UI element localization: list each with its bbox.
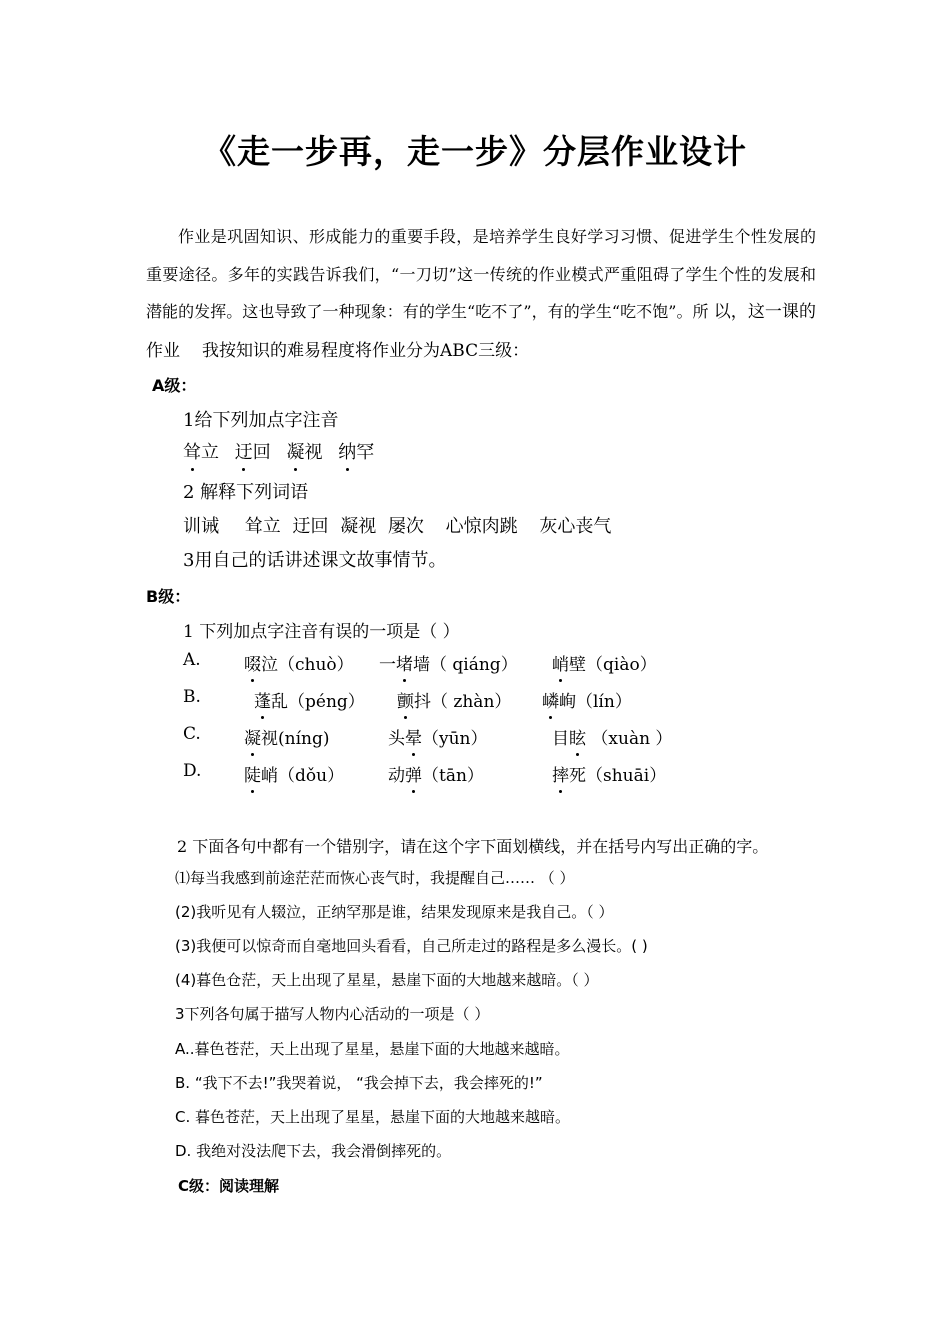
intro-text: 作业是巩固知识、形成能力的重要手段，是培养学生良好学习习惯、促进学生个性发展的重要途径。多年的实践告诉我们，“一刀切”这一传统的作业模式严重阻碍了学生个性的发展和潜能的发挥。这也导致了一种现象：有的学生“吃不了”，有的学生“吃不饱”。所: [146, 227, 816, 321]
item-pre: 一: [379, 655, 396, 675]
level-b-q3-option: A..暮色苍茫，天上出现了星星，悬崖下面的大地越来越暗。: [175, 1040, 570, 1058]
item-post: 峭（dǒu）: [261, 766, 345, 786]
level-a-q3: 3用自己的话讲述课文故事情节。: [183, 550, 447, 571]
level-b-q2-item: (3)我便可以惊奇而自毫地回头看看，自己所走过的路程是多么漫长。( ): [175, 937, 648, 955]
dotted-char: 纳: [338, 438, 356, 464]
level-b-q1: 1 下列加点字注音有误的一项是（ ）: [183, 622, 460, 642]
item-post: （yūn）: [422, 729, 488, 749]
item-post: 墙（ qiáng）: [413, 655, 518, 675]
dotted-char: 蓬: [254, 687, 271, 712]
level-c-heading: C级：阅读理解: [178, 1177, 280, 1195]
dotted-char: 耸: [183, 438, 201, 464]
option-item: [244, 724, 329, 749]
option-item: [552, 761, 666, 786]
word-item: 凝视: [340, 516, 377, 537]
dotted-char: 摔: [552, 761, 569, 786]
dotted-char: 迂: [235, 438, 253, 464]
item-pre: 头: [388, 729, 405, 749]
dotted-char: 晕: [405, 724, 422, 749]
word-rest: 立: [201, 442, 219, 463]
word-item: [286, 442, 322, 463]
level-b-q2: 2 下面各句中都有一个错别字，请在这个字下面划横线，并在括号内写出正确的字。: [177, 837, 769, 856]
item-post: 视(níng): [261, 729, 330, 749]
item-post: （xuàn ）: [586, 729, 673, 749]
dotted-char: 弹: [405, 761, 422, 786]
level-a-heading: A级：: [152, 376, 197, 395]
word-item: 屡次: [387, 516, 424, 537]
level-a-q2-words: [183, 512, 611, 538]
word-item: 训诫: [183, 516, 219, 537]
item-post: 抖（ zhàn）: [414, 692, 512, 712]
item-pre: 动: [388, 766, 405, 786]
word-item: [183, 442, 219, 463]
dotted-char: 堵: [396, 650, 413, 675]
item-pre: 目: [552, 729, 569, 749]
option-item: [542, 687, 632, 712]
level-b-heading: B级：: [146, 587, 191, 606]
intro-last-line-b: 我按知识的难易程度将作业分为ABC三级：: [202, 340, 530, 361]
option-item: [244, 650, 354, 675]
option-item: [552, 724, 672, 749]
dotted-char: 嶙: [542, 687, 559, 712]
word-rest: 回: [252, 442, 271, 463]
dotted-char: 凝: [244, 724, 261, 749]
dotted-char: 凝: [286, 438, 304, 464]
level-b-q3-option: C. 暮色苍茫，天上出现了星星，悬崖下面的大地越来越暗。: [175, 1108, 571, 1126]
item-post: 峋（lín）: [559, 692, 632, 712]
word-item: 耸立: [244, 516, 281, 537]
option-item: [254, 687, 365, 712]
dotted-char: 啜: [244, 650, 261, 675]
option-label: D.: [183, 761, 202, 781]
word-item: 迂回: [292, 516, 329, 537]
intro-paragraph: [146, 218, 816, 370]
word-rest: 罕: [356, 442, 375, 463]
word-item: 灰心丧气: [539, 516, 612, 537]
word-rest: 视: [304, 442, 323, 463]
option-item: [388, 761, 484, 786]
item-post: 壁（qiào）: [569, 655, 657, 675]
option-label: B.: [183, 687, 201, 707]
level-b-q2-item: (4)暮色仓茫，天上出现了星星，悬崖下面的大地越来越暗。（ ）: [175, 971, 599, 989]
option-label: A.: [183, 650, 201, 670]
level-a-q1: 1给下列加点字注音: [183, 410, 339, 431]
item-post: 乱（péng）: [271, 692, 365, 712]
item-post: 死（shuāi）: [569, 766, 667, 786]
intro-last-line-a: 以，这一课的作业: [146, 302, 816, 361]
word-item: 心惊肉跳: [445, 516, 518, 537]
dotted-char: 眩: [569, 724, 586, 749]
option-item: [397, 687, 511, 712]
level-b-q3-option: D. 我绝对没法爬下去，我会滑倒摔死的。: [175, 1142, 452, 1160]
dotted-char: 峭: [552, 650, 569, 675]
option-item: [552, 650, 657, 675]
word-item: [338, 442, 374, 463]
option-label: C.: [183, 724, 201, 744]
level-b-q3: 3下列各句属于描写人物内心活动的一项是（ ）: [175, 1005, 490, 1023]
item-post: （tān）: [422, 766, 484, 786]
item-post: 泣（chuò）: [261, 655, 354, 675]
dotted-char: 陡: [244, 761, 261, 786]
word-item: [235, 442, 271, 463]
option-item: [388, 724, 488, 749]
level-a-q1-words: [183, 438, 374, 464]
level-b-q2-item: (2)我听见有人辍泣，正纳罕那是谁，结果发现原来是我自己。（ ）: [175, 903, 614, 921]
option-item: [244, 761, 344, 786]
dotted-char: 颤: [397, 687, 414, 712]
level-b-q2-item: ⑴每当我感到前途茫茫而恢心丧气时，我提醒自己…… （ ）: [175, 869, 575, 887]
page-title: 《走一步再，走一步》分层作业设计: [203, 132, 747, 171]
level-a-q2: 2 解释下列词语: [183, 482, 309, 503]
level-b-q3-option: B. “我下不去!”我哭着说， “我会掉下去，我会摔死的!”: [175, 1074, 543, 1092]
option-item: [379, 650, 518, 675]
